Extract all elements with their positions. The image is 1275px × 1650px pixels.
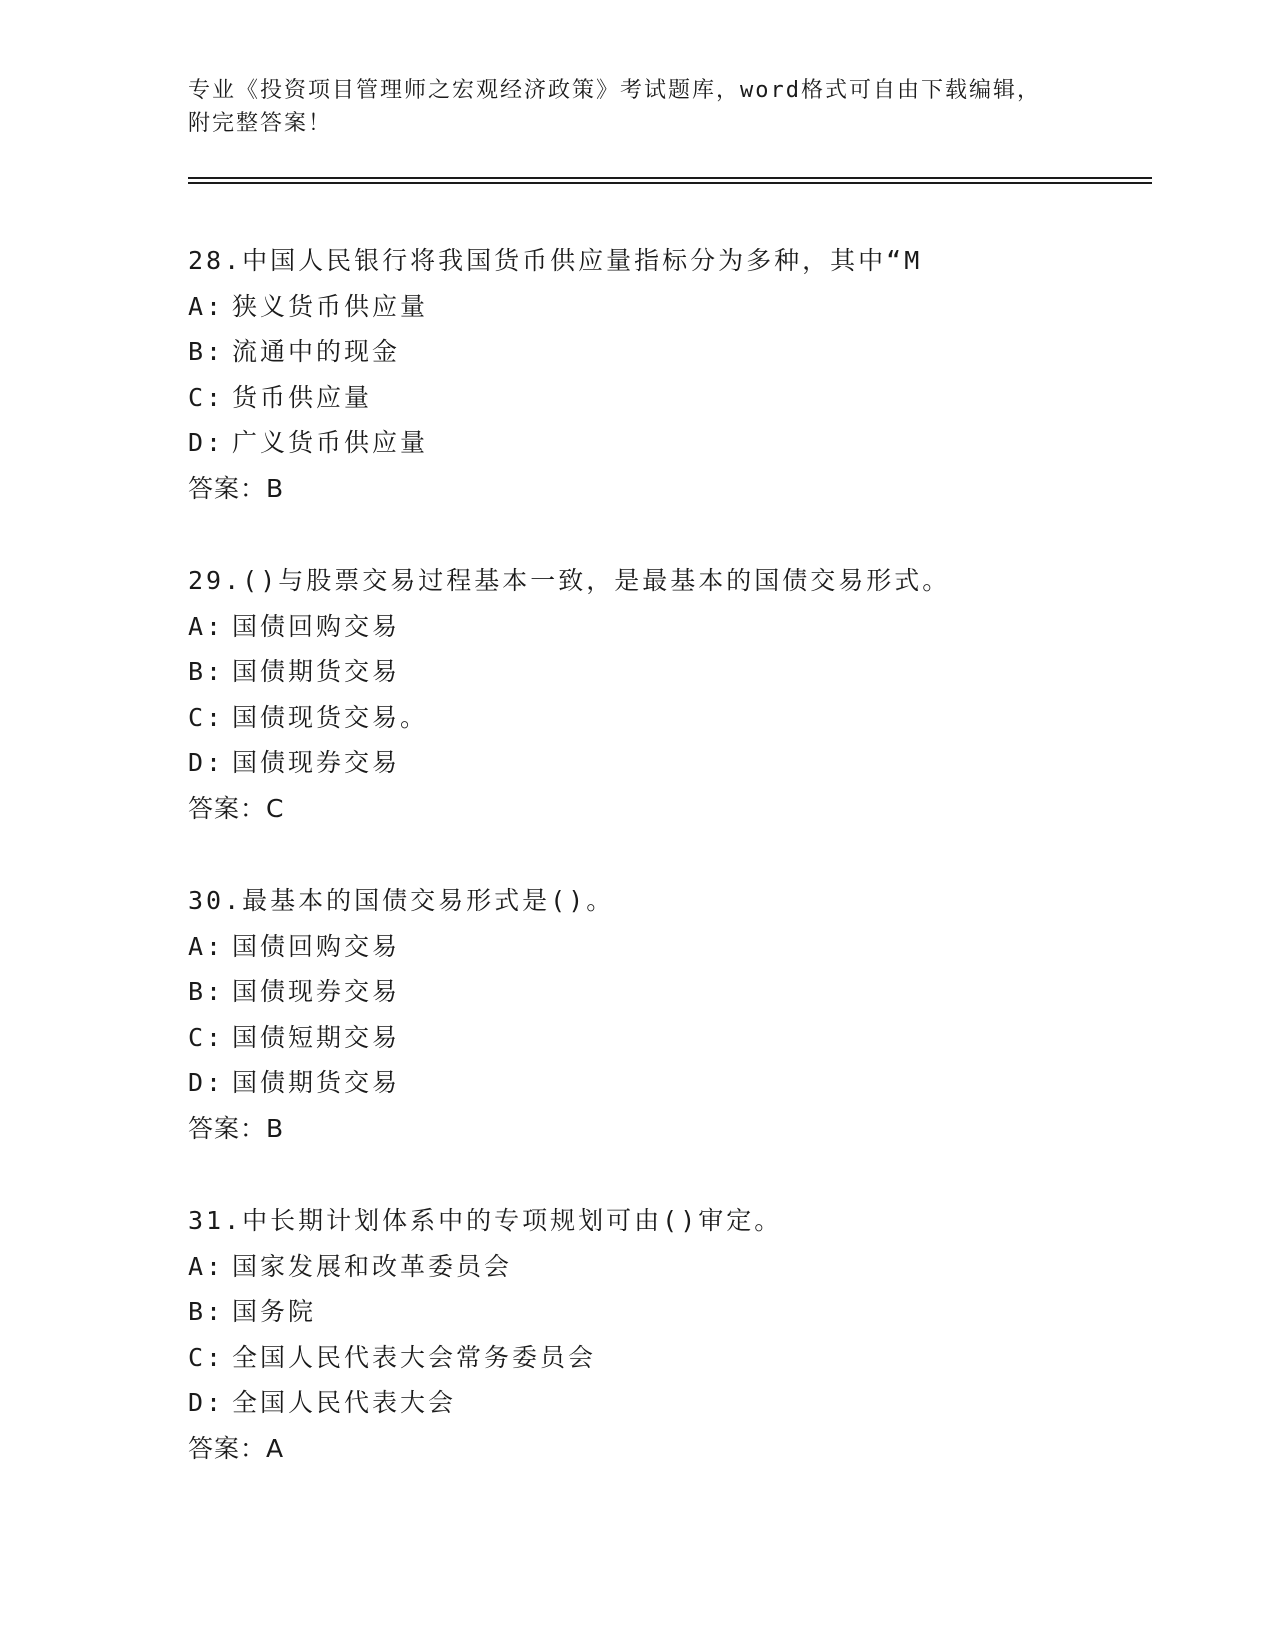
option-text: 国债现券交易 — [232, 748, 401, 777]
header-divider-bottom — [188, 182, 1152, 184]
option-text: 全国人民代表大会 — [232, 1388, 457, 1417]
option-letter: C: — [188, 1342, 225, 1372]
option-text: 国债期货交易 — [232, 657, 401, 686]
option-b — [188, 1289, 1168, 1335]
option-a — [188, 924, 1168, 970]
option-letter: D: — [188, 1068, 225, 1097]
option-text: 国债短期交易 — [232, 1022, 401, 1052]
answer-line: 答案：B — [188, 1113, 285, 1143]
option-text: 广义货币供应量 — [232, 428, 429, 457]
option-letter: D: — [188, 1388, 225, 1417]
option-letter: A: — [188, 931, 225, 961]
option-a — [188, 604, 1168, 650]
option-letter: D: — [188, 428, 225, 457]
option-text: 货币供应量 — [232, 382, 373, 412]
answer-line: 答案：C — [188, 793, 285, 823]
option-c — [188, 1335, 1168, 1381]
option-letter: C: — [188, 702, 225, 732]
question-30 — [188, 878, 1168, 1198]
question-list — [188, 238, 1168, 1518]
header-line-1: 专业《投资项目管理师之宏观经济政策》考试题库，word格式可自由下载编辑， — [188, 78, 1041, 103]
option-text: 全国人民代表大会常务委员会 — [232, 1342, 597, 1372]
option-letter: D: — [188, 748, 225, 777]
header-divider-top — [188, 177, 1152, 179]
option-b — [188, 969, 1168, 1015]
question-stem: 31.中长期计划体系中的专项规划可由()审定。 — [188, 1206, 783, 1235]
option-letter: B: — [188, 657, 225, 686]
question-stem: 30.最基本的国债交易形式是()。 — [188, 886, 615, 915]
option-a — [188, 284, 1168, 330]
option-letter: B: — [188, 1297, 225, 1326]
header-line-2: 附完整答案！ — [188, 111, 333, 136]
option-text: 国债现券交易 — [232, 977, 401, 1006]
option-d — [188, 1380, 1168, 1426]
option-text: 狭义货币供应量 — [232, 291, 429, 321]
option-b — [188, 329, 1168, 375]
option-text: 国债期货交易 — [232, 1068, 401, 1097]
question-31 — [188, 1198, 1168, 1518]
option-letter: C: — [188, 382, 225, 412]
option-c — [188, 695, 1168, 741]
option-c — [188, 1015, 1168, 1061]
option-text: 流通中的现金 — [232, 337, 401, 366]
option-text: 国务院 — [232, 1297, 317, 1326]
answer-line: 答案：A — [188, 1433, 285, 1463]
option-text: 国债回购交易 — [232, 611, 401, 641]
option-letter: A: — [188, 1251, 225, 1281]
option-text: 国家发展和改革委员会 — [232, 1251, 513, 1281]
question-stem: 29.()与股票交易过程基本一致，是最基本的国债交易形式。 — [188, 566, 951, 595]
option-b — [188, 649, 1168, 695]
question-29 — [188, 558, 1168, 878]
question-stem: 28.中国人民银行将我国货币供应量指标分为多种，其中“M — [188, 246, 923, 275]
option-d — [188, 1060, 1168, 1106]
answer-line: 答案：B — [188, 473, 285, 503]
option-text: 国债现货交易。 — [232, 702, 429, 732]
option-letter: B: — [188, 337, 225, 366]
option-letter: A: — [188, 611, 225, 641]
option-a — [188, 1244, 1168, 1290]
option-c — [188, 375, 1168, 421]
question-28 — [188, 238, 1168, 558]
document-header — [188, 74, 1068, 140]
option-d — [188, 420, 1168, 466]
option-letter: B: — [188, 977, 225, 1006]
option-letter: A: — [188, 291, 225, 321]
option-letter: C: — [188, 1022, 225, 1052]
option-d — [188, 740, 1168, 786]
option-text: 国债回购交易 — [232, 931, 401, 961]
